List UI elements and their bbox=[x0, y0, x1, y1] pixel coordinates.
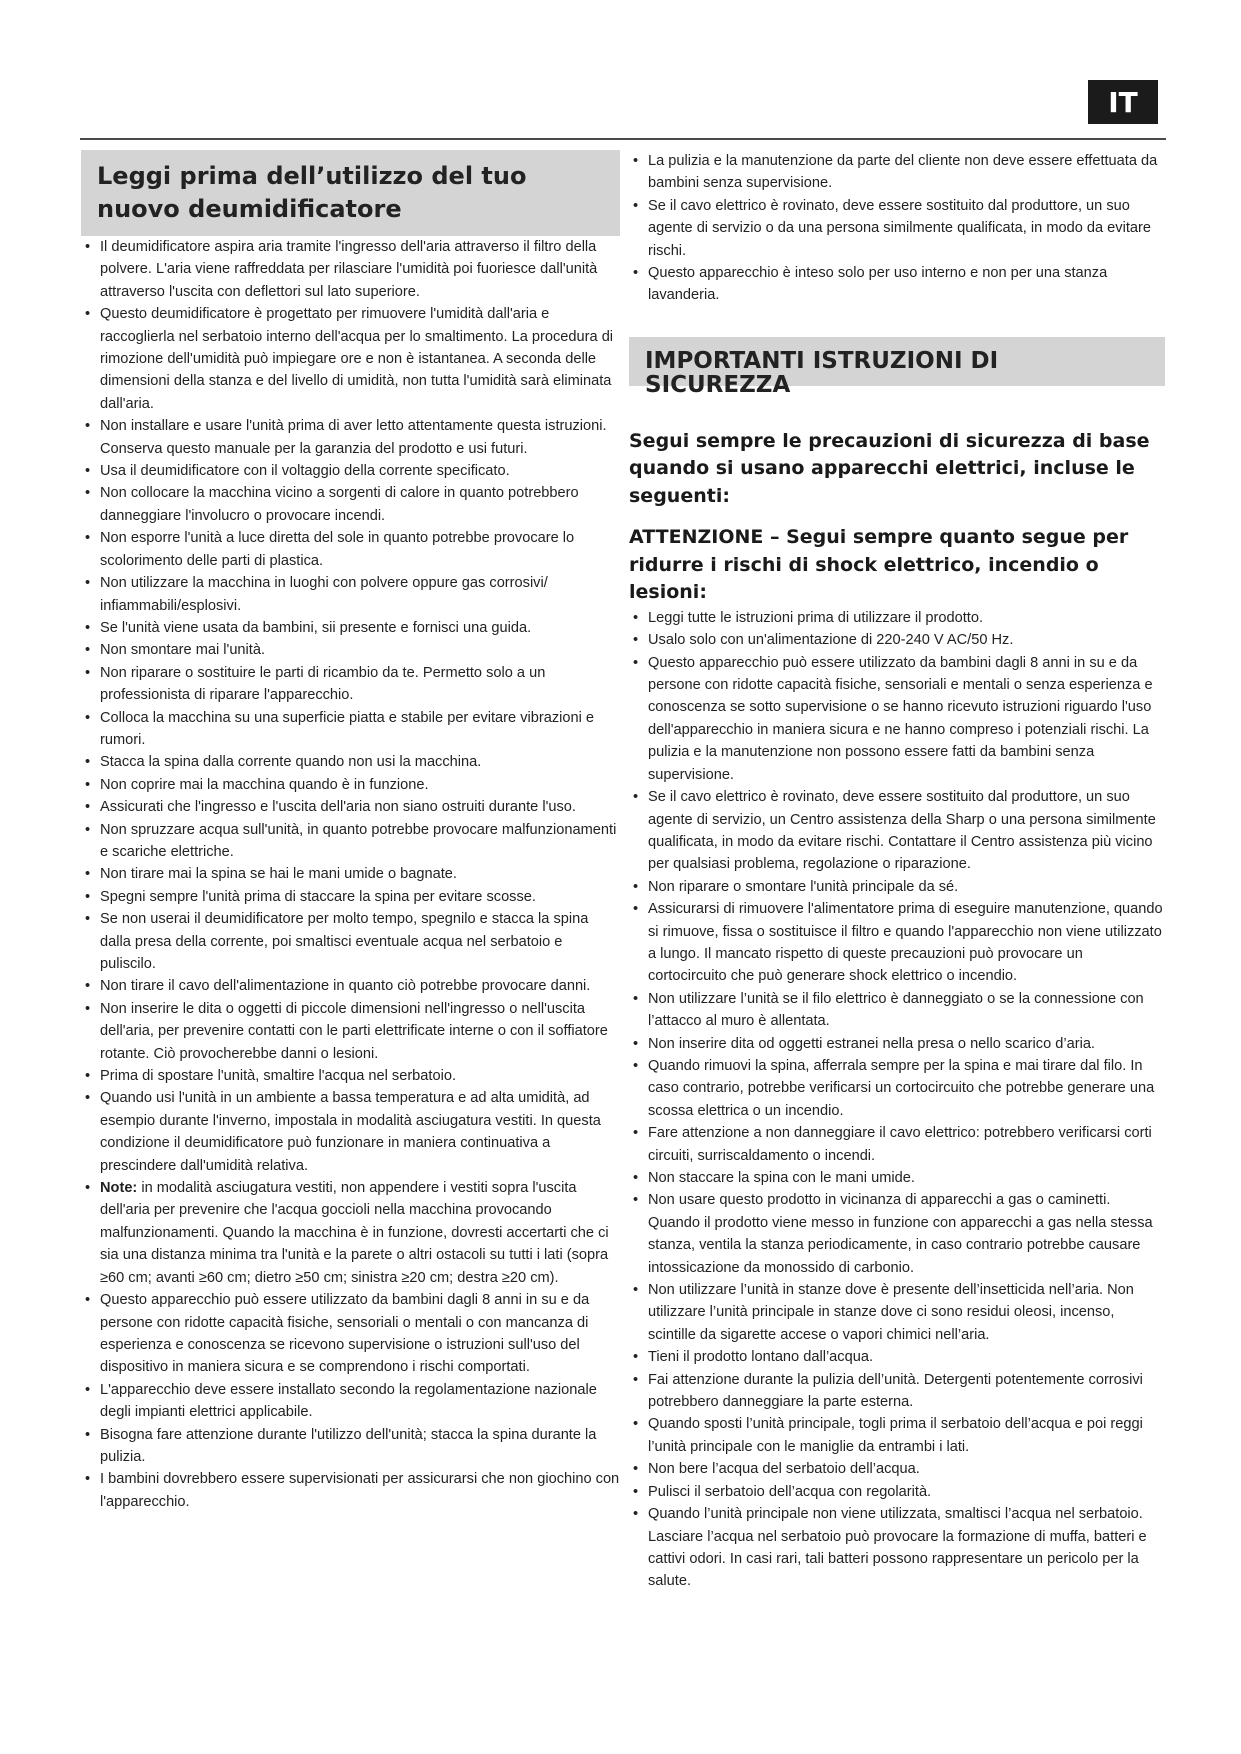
list-item: • Tieni il prodotto lontano dall’acqua. bbox=[629, 1346, 1165, 1368]
note-text: in modalità asciugatura vestiti, non appendere i vestiti sopra l'uscita dell'aria per prevenire che l'acqua goccioli nella macchina provocando malfunzionamenti. Quando la macchina è in funzione, dovresti accertarti che ci sia una distanza minima tra l'unità e la parete o altri ostacoli su tutti i lati (sopra ≥60 cm; avanti ≥60 cm; dietro ≥50 cm; sinistra ≥20 cm; destra ≥20 cm). bbox=[100, 1180, 609, 1286]
list-item: • Questo apparecchio è inteso solo per uso interno e non per una stanza lavanderia. bbox=[629, 262, 1165, 307]
list-item: • Non collocare la macchina vicino a sorgenti di calore in quanto potrebbero danneggiare l'involucro o provocare incendi. bbox=[81, 482, 620, 527]
list-item: • Stacca la spina dalla corrente quando non usi la macchina. bbox=[81, 751, 620, 773]
left-column bbox=[81, 150, 620, 1513]
list-item: • Quando usi l'unità in un ambiente a bassa temperatura e ad alta umidità, ad esempio durante l'inverno, impostala in modalità asciugatura vestiti. In questa condizione il deumidificatore può funzionare in maniera continuativa a prescindere dall'umidità relativa. bbox=[81, 1087, 620, 1177]
list-item: • Non utilizzare l’unità in stanze dove è presente dell’insetticida nell’aria. Non utilizzare l’unità principale in stanze dove ci sono residui oleosi, incenso, scintille da sigarette accese o vapori chimici nell’aria. bbox=[629, 1279, 1165, 1346]
list-item: • Non smontare mai l'unità. bbox=[81, 639, 620, 661]
list-item: • Spegni sempre l'unità prima di staccare la spina per evitare scosse. bbox=[81, 886, 620, 908]
list-item: • Pulisci il serbatoio dell’acqua con regolarità. bbox=[629, 1481, 1165, 1503]
list-item: • Questo apparecchio può essere utilizzato da bambini dagli 8 anni in su e da persone con ridotte capacità fisiche, sensoriali e mentali o senza esperienza e conoscenza se sotto supervisione o se hanno ricevuto istruzioni riguardo l'uso dell'apparecchio in maniera sicura e ne hanno compreso i potenziali rischi. La pulizia e la manutenzione non possono essere fatti da bambini senza supervisione. bbox=[629, 652, 1165, 786]
list-item: • I bambini dovrebbero essere supervisionati per assicurarsi che non giochino con l'apparecchio. bbox=[81, 1468, 620, 1513]
list-item: • Non esporre l'unità a luce diretta del sole in quanto potrebbe provocare lo scolorimento delle parti di plastica. bbox=[81, 527, 620, 572]
list-item: • Non bere l’acqua del serbatoio dell’acqua. bbox=[629, 1458, 1165, 1480]
header-divider bbox=[80, 138, 1166, 140]
section-heading-safety-instructions: IMPORTANTI ISTRUZIONI DI SICUREZZA bbox=[629, 337, 1165, 386]
list-item: • Quando l’unità principale non viene utilizzata, smaltisci l’acqua nel serbatoio. Lasciare l’acqua nel serbatoio può provocare la formazione di muffa, batteri e cattivi odori. In casi rari, tali batteri possono rappresentare un pericolo per la salute. bbox=[629, 1503, 1165, 1593]
list-item: • Quando sposti l’unità principale, togli prima il serbatoio dell’acqua e poi reggi l’unità principale con le maniglie da entrambi i lati. bbox=[629, 1413, 1165, 1458]
section-heading-read-before-use: Leggi prima dell’utilizzo del tuo nuovo deumidificatore bbox=[81, 150, 620, 236]
list-item: • Fare attenzione a non danneggiare il cavo elettrico: potrebbero verificarsi corti circuiti, surriscaldamento o incendi. bbox=[629, 1122, 1165, 1167]
list-item: • Non tirare mai la spina se hai le mani umide o bagnate. bbox=[81, 863, 620, 885]
list-item: • Non installare e usare l'unità prima di aver letto attentamente questa istruzioni. Conserva questo manuale per la garanzia del prodotto e usi futuri. bbox=[81, 415, 620, 460]
list-item: • Non inserire dita od oggetti estranei nella presa o nello scarico d’aria. bbox=[629, 1033, 1165, 1055]
list-item: • Se il cavo elettrico è rovinato, deve essere sostituito dal produttore, un suo agente di servizio o da una persona similmente qualificata, in modo da evitare rischi. bbox=[629, 195, 1165, 262]
list-item: • La pulizia e la manutenzione da parte del cliente non deve essere effettuata da bambini senza supervisione. bbox=[629, 150, 1165, 195]
list-item: • Non utilizzare l’unità se il filo elettrico è danneggiato o se la connessione con l’attacco al muro è allentata. bbox=[629, 988, 1165, 1033]
list-item: • Leggi tutte le istruzioni prima di utilizzare il prodotto. bbox=[629, 607, 1165, 629]
list-item: • Non usare questo prodotto in vicinanza di apparecchi a gas o caminetti. Quando il prodotto viene messo in funzione con apparecchi a gas nella stessa stanza, ventila la stanza periodicamente, in caso contrario potrebbe causare intossicazione da monossido di carbonio. bbox=[629, 1189, 1165, 1279]
list-item: • Non tirare il cavo dell'alimentazione in quanto ciò potrebbe provocare danni. bbox=[81, 975, 620, 997]
list-item: • Colloca la macchina su una superficie piatta e stabile per evitare vibrazioni e rumori. bbox=[81, 707, 620, 752]
list-item: • Usalo solo con un'alimentazione di 220-240 V AC/50 Hz. bbox=[629, 629, 1165, 651]
left-bullet-list bbox=[81, 236, 620, 1513]
list-item: • Non riparare o sostituire le parti di ricambio da te. Permetto solo a un professionista di riparare l'apparecchio. bbox=[81, 662, 620, 707]
warning-subheading: ATTENZIONE – Segui sempre quanto segue per ridurre i rischi di shock elettrico, incendio o lesioni: bbox=[629, 526, 1129, 604]
language-badge: IT bbox=[1088, 80, 1158, 124]
list-item: • Fai attenzione durante la pulizia dell’unità. Detergenti potentemente corrosivi potrebbero danneggiare la parte esterna. bbox=[629, 1369, 1165, 1414]
right-column bbox=[629, 150, 1165, 1593]
list-item: • Non inserire le dita o oggetti di piccole dimensioni nell'ingresso o nell'uscita dell'aria, per prevenire contatti con le parti elettrificate interne o con il soffiatore rotante. Ciò provocherebbe danni o lesioni. bbox=[81, 998, 620, 1065]
list-item: • Usa il deumidificatore con il voltaggio della corrente specificato. bbox=[81, 460, 620, 482]
list-item: • Se il cavo elettrico è rovinato, deve essere sostituito dal produttore, un suo agente di servizio, un Centro assistenza della Sharp o una persona similmente qualificata, in modo da evitare rischi. Contattare il Centro assistenza più vicino per qualsiasi problema, regolazione o riparazione. bbox=[629, 786, 1165, 876]
list-item: • Non riparare o smontare l'unità principale da sé. bbox=[629, 876, 1165, 898]
list-item: • Questo apparecchio può essere utilizzato da bambini dagli 8 anni in su e da persone con ridotte capacità fisiche, sensoriali o mentali o con mancanza di esperienza e conoscenza se ricevono supervisione o istruzioni sull'uso del dispositivo in maniera sicura e se comprendono i rischi comportati. bbox=[81, 1289, 620, 1379]
safety-bullet-list bbox=[629, 607, 1165, 1593]
list-item: • Questo deumidificatore è progettato per rimuovere l'umidità dall'aria e raccoglierla nel serbatoio interno dell'acqua per lo smaltimento. La procedura di rimozione dell'umidità può impiegare ore e non è istantanea. A seconda delle dimensioni della stanza e del livello di umidità, non tutta l'umidità sarà eliminata dall'aria. bbox=[81, 303, 620, 415]
list-item: • Quando rimuovi la spina, afferrala sempre per la spina e mai tirare dal filo. In caso contrario, potrebbe verificarsi un cortocircuito che potrebbe generare una scossa elettrica o un incendio. bbox=[629, 1055, 1165, 1122]
list-item: • L'apparecchio deve essere installato secondo la regolamentazione nazionale degli impianti elettrici applicabile. bbox=[81, 1379, 620, 1424]
list-item: • Se non userai il deumidificatore per molto tempo, spegnilo e stacca la spina dalla presa della corrente, poi smaltisci eventuale acqua nel serbatoio e puliscilo. bbox=[81, 908, 620, 975]
safety-subheading: Segui sempre le precauzioni di sicurezza di base quando si usano apparecchi elettrici, incluse le seguenti: bbox=[629, 429, 1150, 507]
right-top-bullet-list bbox=[629, 150, 1165, 307]
list-item: • Non coprire mai la macchina quando è in funzione. bbox=[81, 774, 620, 796]
list-item: • Il deumidificatore aspira aria tramite l'ingresso dell'aria attraverso il filtro della polvere. L'aria viene raffreddata per rilasciare l'umidità poi fuoriesce dall'unità attraverso l'uscita con deflettori sul lato superiore. bbox=[81, 236, 620, 303]
note-label: Note: bbox=[100, 1180, 138, 1197]
list-item: • Non spruzzare acqua sull'unità, in quanto potrebbe provocare malfunzionamenti e scariche elettriche. bbox=[81, 819, 620, 864]
list-item: • Prima di spostare l'unità, smaltire l'acqua nel serbatoio. bbox=[81, 1065, 620, 1087]
list-item: • Se l'unità viene usata da bambini, sii presente e fornisci una guida. bbox=[81, 617, 620, 639]
list-item: • Assicurarsi di rimuovere l'alimentatore prima di eseguire manutenzione, quando si rimuove, fissa o sostituisce il filtro e quando l'apparecchio non viene utilizzato a lungo. Il mancato rispetto di queste precauzioni può provocare un cortocircuito che può generare shock elettrico o incendio. bbox=[629, 898, 1165, 988]
list-item: • Non utilizzare la macchina in luoghi con polvere oppure gas corrosivi/ infiammabili/esplosivi. bbox=[81, 572, 620, 617]
list-item: • Non staccare la spina con le mani umide. bbox=[629, 1167, 1165, 1189]
list-item-note bbox=[81, 1177, 620, 1289]
list-item: • Bisogna fare attenzione durante l'utilizzo dell'unità; stacca la spina durante la pulizia. bbox=[81, 1424, 620, 1469]
list-item: • Assicurati che l'ingresso e l'uscita dell'aria non siano ostruiti durante l'uso. bbox=[81, 796, 620, 818]
